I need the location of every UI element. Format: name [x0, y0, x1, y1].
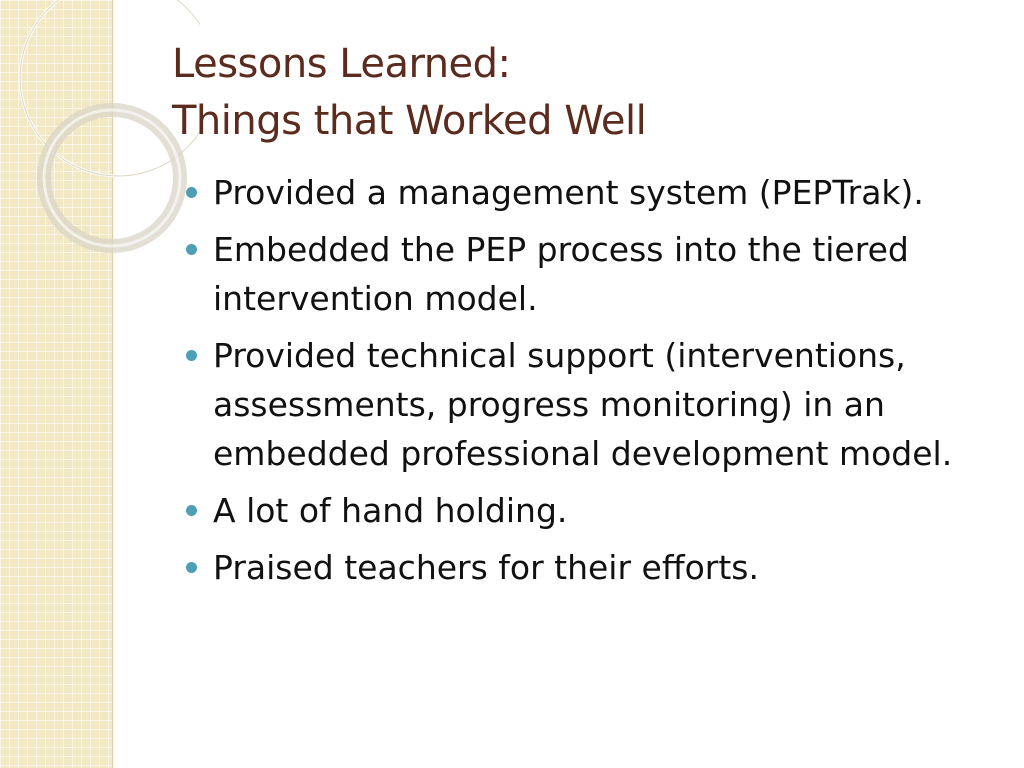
- bullet-item: [186, 543, 993, 592]
- decorative-circle-ring-highlight: [44, 110, 180, 246]
- bullet-item: [186, 225, 993, 323]
- decorative-circles: [0, 0, 200, 260]
- slide-title-line-1: Lessons Learned:: [172, 41, 511, 87]
- bullet-list: [186, 168, 1006, 600]
- bullet-dot-icon: [186, 244, 197, 255]
- bullet-text: Praised teachers for their efforts.: [213, 548, 759, 587]
- bullet-item: [186, 331, 993, 478]
- bullet-item: [186, 168, 993, 217]
- bullet-dot-icon: [186, 505, 197, 516]
- bullet-dot-icon: [186, 562, 197, 573]
- bullet-text: A lot of hand holding.: [213, 491, 568, 530]
- bullet-dot-icon: [186, 187, 197, 198]
- slide-title: [172, 36, 646, 150]
- bullet-text: Embedded the PEP process into the tiered intervention model.: [213, 230, 909, 318]
- bullet-dot-icon: [186, 350, 197, 361]
- bullet-item: [186, 486, 993, 535]
- slide-title-line-2: Things that Worked Well: [172, 98, 647, 144]
- bullet-text: Provided a management system (PEPTrak).: [213, 173, 924, 212]
- bullet-text: Provided technical support (interventions, assessments, progress monitoring) in an embedded professional development model.: [213, 336, 953, 473]
